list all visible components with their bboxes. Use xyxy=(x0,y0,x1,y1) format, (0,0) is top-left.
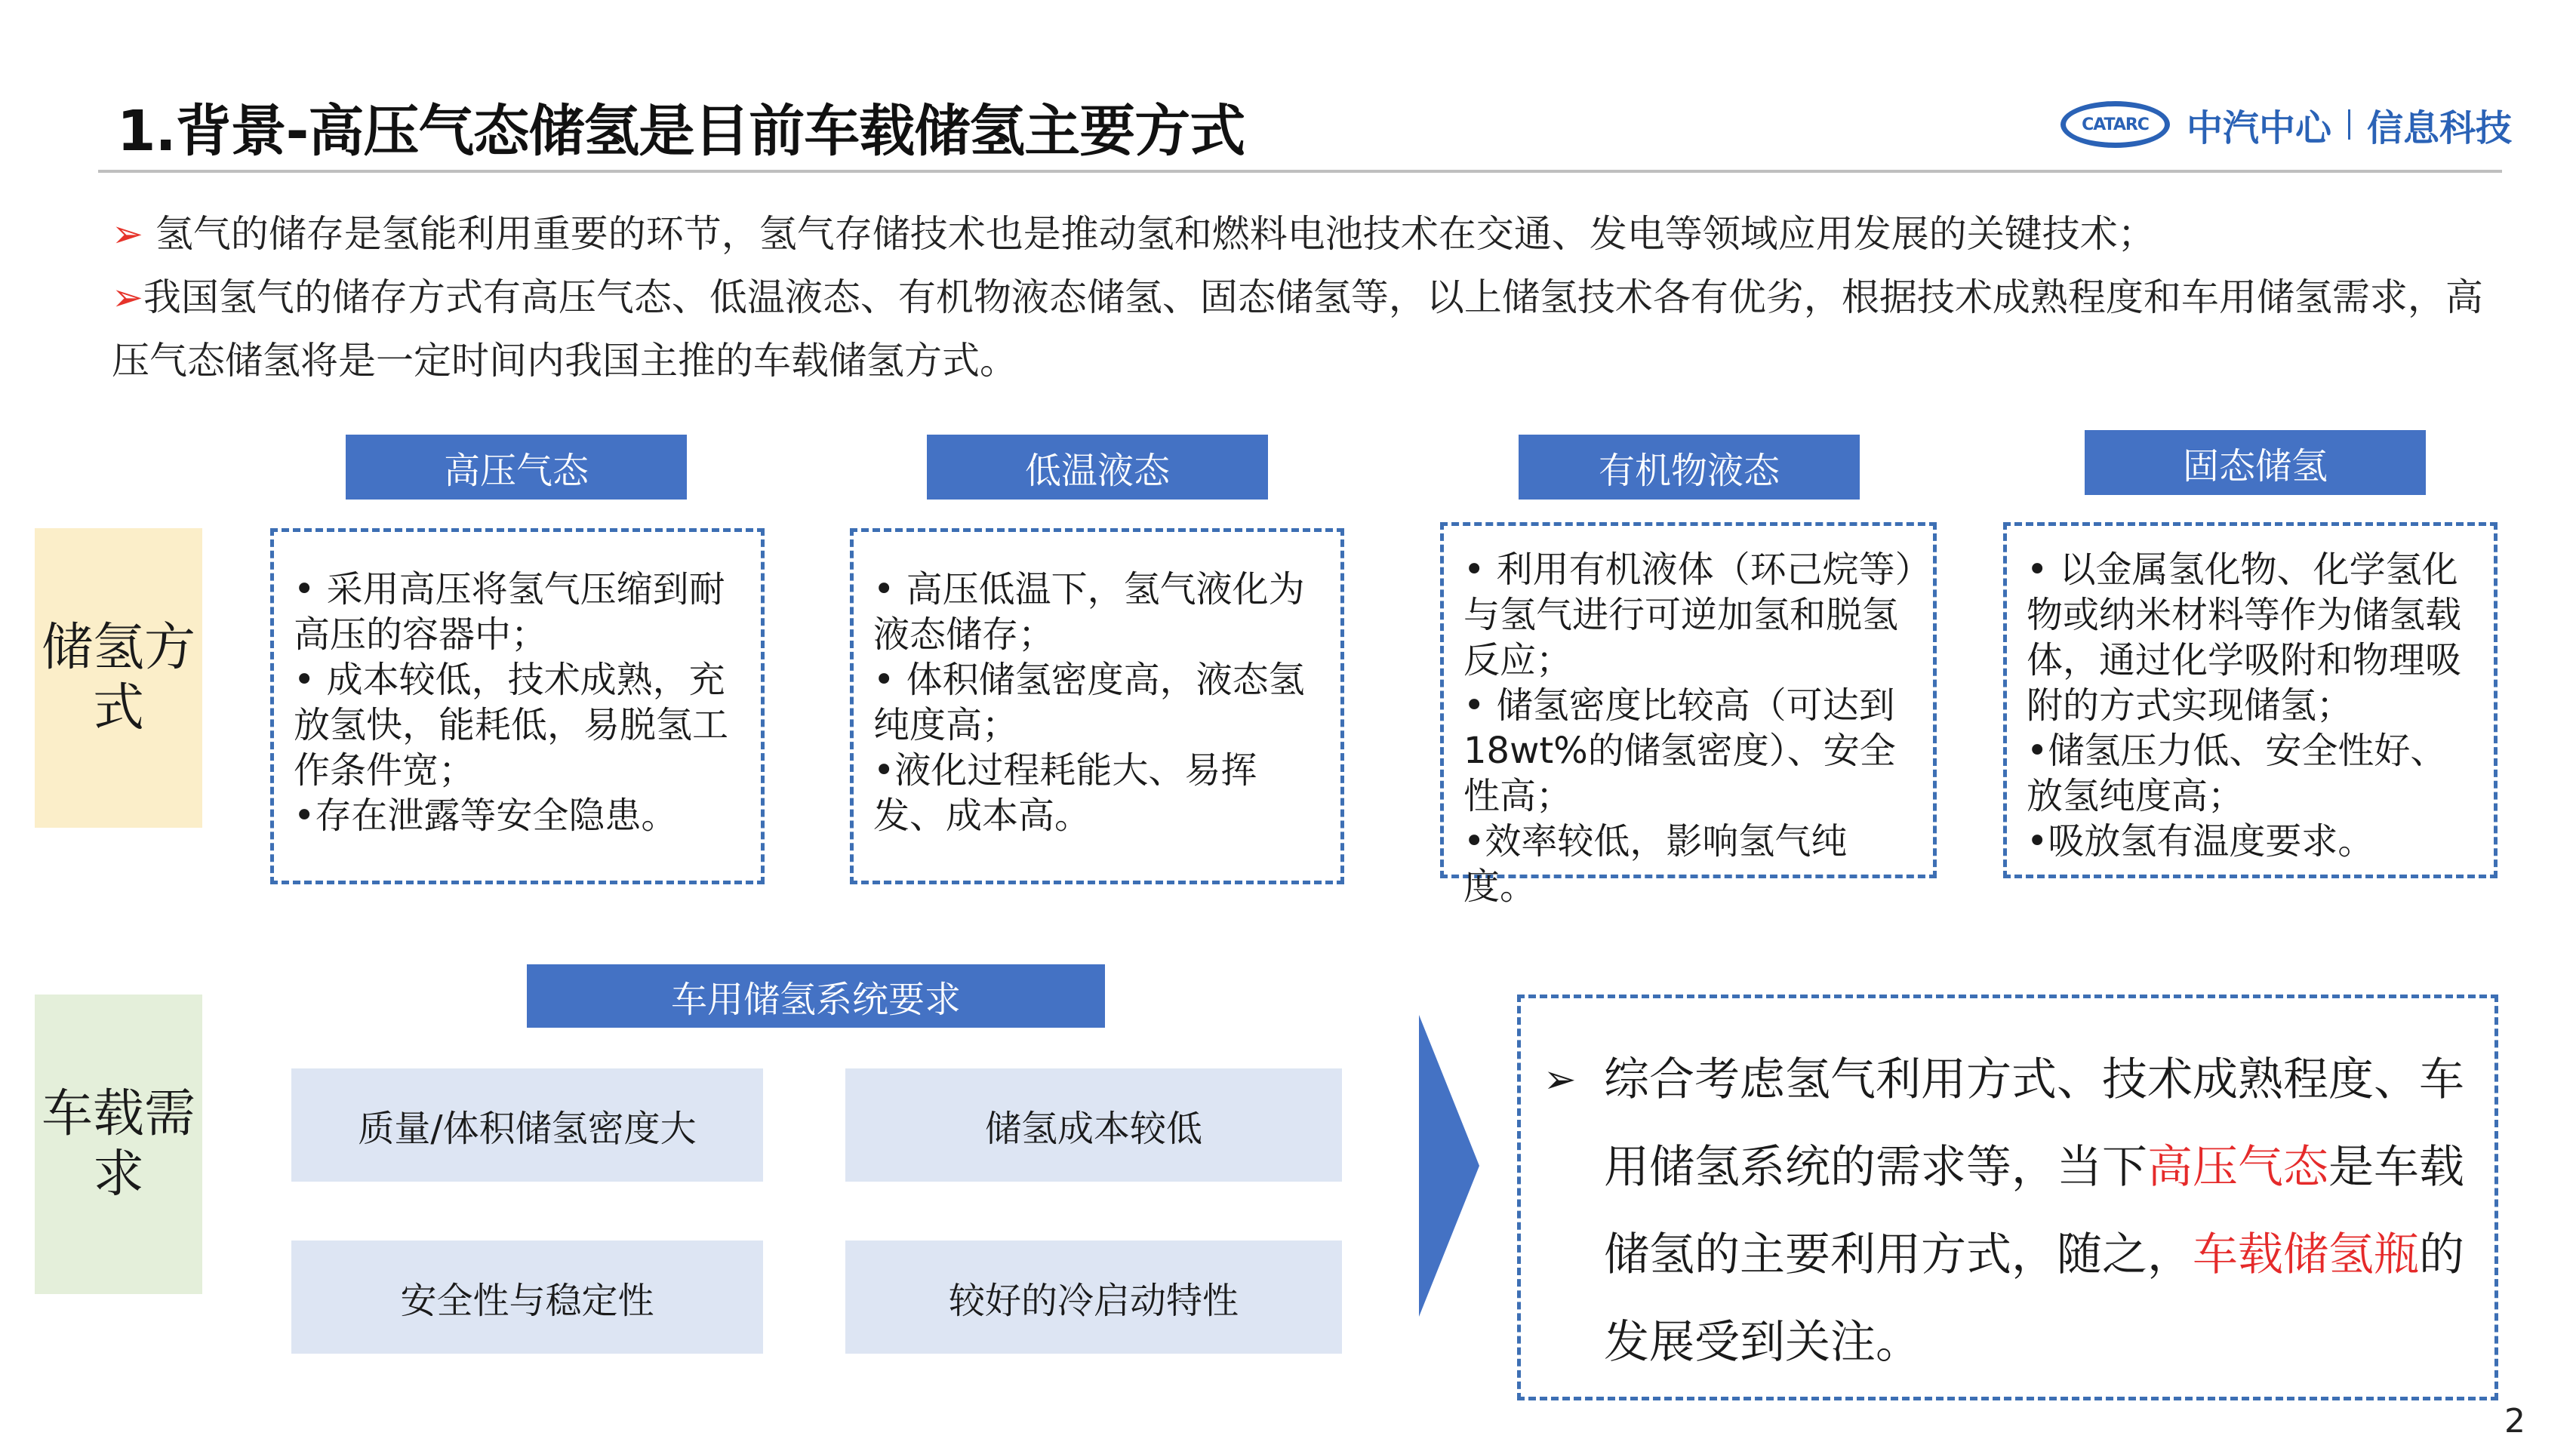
logo-text-right: 信息科技 xyxy=(2367,106,2513,149)
method-point: •吸放氢有温度要求。 xyxy=(2027,820,2374,862)
requirements-title: 车用储氢系统要求 xyxy=(527,964,1105,1028)
method-point: • 采用高压将氢气压缩到耐高压的容器中； xyxy=(294,568,725,656)
intro-line-1: ➢ 氢气的储存是氢能利用重要的环节，氢气存储技术也是推动氢和燃料电池技术在交通、发电等领域应用发展的关键技术； xyxy=(112,212,2156,256)
method-header-solid-state: 固态储氢 xyxy=(2085,430,2426,495)
method-header-organic-liquid: 有机物液态 xyxy=(1519,435,1860,500)
method-point: •存在泄露等安全隐患。 xyxy=(294,795,678,837)
method-header-low-temp-liquid: 低温液态 xyxy=(927,435,1268,500)
method-point: •储氢压力低、安全性好、放氢纯度高； xyxy=(2027,730,2447,817)
bullet-arrow-icon: ➢ xyxy=(112,212,143,256)
storage-methods-label: 储氢方式 xyxy=(35,528,202,828)
conclusion-row xyxy=(1543,1036,2472,1386)
right-arrow-icon xyxy=(1419,1015,1479,1317)
logo-text-left: 中汽中心 xyxy=(2187,106,2332,149)
method-point: • 成本较低，技术成熟，充放氢快，能耗低，易脱氢工作条件宽； xyxy=(294,659,729,792)
method-point: •液化过程耗能大、易挥发、成本高。 xyxy=(873,749,1257,837)
catarc-logo-icon: CATARC xyxy=(2060,101,2170,148)
method-point: • 体积储氢密度高，液态氢纯度高； xyxy=(873,659,1305,746)
vehicle-demand-label: 车载需求 xyxy=(35,995,202,1294)
page-number: 2 xyxy=(2504,1402,2525,1440)
conclusion-box xyxy=(1517,995,2498,1400)
method-point: •效率较低，影响氢气纯度。 xyxy=(1463,820,1848,908)
bullet-arrow-icon: ➢ xyxy=(1543,1057,1577,1102)
requirement-tile-cold-start: 较好的冷启动特性 xyxy=(845,1240,1342,1354)
requirement-tile-density: 质量/体积储氢密度大 xyxy=(291,1068,763,1182)
conclusion-text: 综合考虑氢气利用方式、技术成熟程度、车用储氢系统的需求等，当下高压气态是车载储氢的主要利用方式，随之，车载储氢瓶的发展受到关注。 xyxy=(1604,1053,2464,1369)
method-box-organic-liquid xyxy=(1440,522,1937,908)
requirement-tile-cost: 储氢成本较低 xyxy=(845,1068,1342,1182)
method-header-high-pressure: 高压气态 xyxy=(346,435,687,500)
method-point: • 高压低温下，氢气液化为液态储存； xyxy=(873,568,1305,656)
highlight-vehicle-tank: 车载储氢瓶 xyxy=(2193,1228,2419,1281)
header-divider xyxy=(98,170,2502,173)
logo-divider xyxy=(2348,109,2350,140)
requirement-tile-safety: 安全性与稳定性 xyxy=(291,1240,763,1354)
page-title: 1.背景-高压气态储氢是目前车载储氢主要方式 xyxy=(117,99,1245,164)
bullet-arrow-icon: ➢ xyxy=(112,275,143,319)
method-point: • 储氢密度比较高（可达到18wt%的储氢密度）、安全性高； xyxy=(1463,684,1896,817)
intro-line-2: ➢我国氢气的储存方式有高压气态、低温液态、有机物液态储氢、固态储氢等，以上储氢技术各有优劣，根据技术成熟程度和车用储氢需求，高压气态储氢将是一定时间内我国主推的车载储氢方式。 xyxy=(112,275,2483,383)
method-box-solid-state xyxy=(2003,522,2498,878)
company-logo xyxy=(2060,91,2512,158)
highlight-high-pressure: 高压气态 xyxy=(2147,1141,2328,1194)
method-box-low-temp-liquid xyxy=(850,528,1344,884)
method-box-high-pressure xyxy=(270,528,765,884)
intro-text xyxy=(112,202,2489,392)
method-point: • 利用有机液体（环己烷等）与氢气进行可逆加氢和脱氢反应； xyxy=(1463,549,1913,681)
method-point: • 以金属氢化物、化学氢化物或纳米材料等作为储氢载体，通过化学吸附和物理吸附的方式实现储氢； xyxy=(2027,549,2462,727)
